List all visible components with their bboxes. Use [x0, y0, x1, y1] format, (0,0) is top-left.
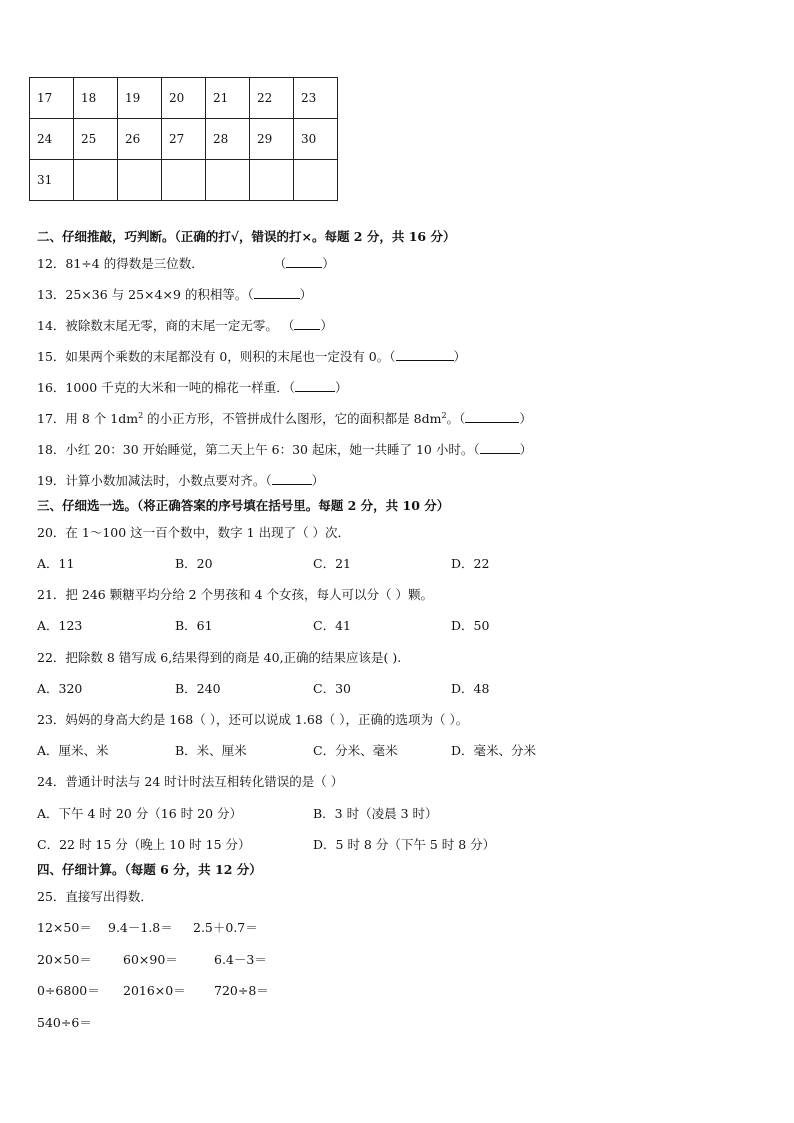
table-cell — [118, 160, 162, 201]
option-d: D．5 时 8 分（下午 5 时 8 分） — [313, 837, 496, 852]
option-d: D．毫米、分米 — [451, 743, 537, 758]
answer-bracket-close: ） — [299, 287, 313, 302]
table-cell — [250, 160, 294, 201]
question-21: 21．把 246 颗糖平均分给 2 个男孩和 4 个女孩，每人可以分（ ）颗。 — [37, 587, 433, 602]
table-cell: 31 — [30, 160, 74, 201]
option-a: A．123 — [37, 618, 83, 633]
answer-blank[interactable] — [465, 411, 519, 423]
option-c: C．21 — [313, 556, 351, 571]
table-row — [30, 119, 338, 160]
question-text: 15．如果两个乘数的末尾都没有 0，则积的末尾也一定没有 0。（ — [37, 349, 396, 364]
question-text: 。（ — [446, 411, 466, 426]
section-heading: 二、仔细推敲，巧判断。（正确的打√，错误的打×。每题 2 分，共 16 分） — [37, 229, 456, 244]
question-20: 20．在 1～100 这一百个数中，数字 1 出现了（ ）次． — [37, 525, 351, 540]
answer-bracket-close: ） — [320, 318, 333, 333]
option-c: C．41 — [313, 618, 351, 633]
calc-item: 540÷6＝ — [37, 1015, 92, 1030]
answer-bracket-close: ） — [519, 442, 533, 457]
option-c: C．30 — [313, 681, 351, 696]
option-b: B．米、厘米 — [175, 743, 247, 758]
question-text: 14．被除数末尾无零，商的末尾一定无零。 （ — [37, 318, 295, 333]
option-b: B．61 — [175, 618, 213, 633]
section-heading: 四、仔细计算。（每题 6 分，共 12 分） — [37, 862, 262, 877]
question-16 — [37, 378, 347, 396]
table-cell: 28 — [206, 119, 250, 160]
calc-item: 9.4－1.8＝ — [108, 920, 173, 935]
table-cell: 22 — [250, 78, 294, 119]
option-b: B．20 — [175, 556, 213, 571]
table-cell — [74, 160, 118, 201]
table-cell: 25 — [74, 119, 118, 160]
option-c: C．分米、毫米 — [313, 743, 398, 758]
question-text: 16．1000 千克的大米和一吨的棉花一样重．（ — [37, 380, 295, 395]
answer-bracket-open: （ — [273, 256, 287, 271]
option-b: B．240 — [175, 681, 221, 696]
question-23: 23．妈妈的身高大约是 168（ ），还可以说成 1.68（ ），正确的选项为（ ）。 — [37, 712, 469, 727]
table-cell: 21 — [206, 78, 250, 119]
answer-bracket-close: ） — [334, 380, 348, 395]
table-cell: 20 — [162, 78, 206, 119]
answer-blank[interactable] — [254, 287, 300, 299]
calc-item: 720÷8＝ — [214, 983, 269, 998]
answer-bracket-close: ） — [519, 411, 532, 426]
calendar-table — [29, 77, 338, 201]
answer-blank[interactable] — [294, 318, 320, 330]
question-text: 13．25×36 与 25×4×9 的积相等。（ — [37, 287, 254, 302]
section-heading: 三、仔细选一选。（将正确答案的序号填在括号里。每题 2 分，共 10 分） — [37, 498, 450, 513]
answer-blank[interactable] — [295, 380, 335, 392]
calc-item: 2016×0＝ — [123, 983, 186, 998]
table-cell: 29 — [250, 119, 294, 160]
answer-blank[interactable] — [286, 256, 322, 268]
superscript: 2 — [138, 410, 144, 420]
option-d: D．48 — [451, 681, 490, 696]
question-text: 17．用 8 个 1dm — [37, 411, 139, 426]
option-b: B．3 时（凌晨 3 时） — [313, 806, 438, 821]
calc-item: 20×50＝ — [37, 952, 92, 967]
option-a: A．厘米、米 — [37, 743, 109, 758]
answer-blank[interactable] — [480, 442, 520, 454]
answer-bracket-close: ） — [453, 349, 467, 364]
calc-item: 12×50＝ — [37, 920, 92, 935]
question-24: 24．普通计时法与 24 时计时法互相转化错误的是（ ） — [37, 774, 344, 789]
table-cell: 17 — [30, 78, 74, 119]
table-row — [30, 78, 338, 119]
calc-item: 6.4－3＝ — [214, 952, 267, 967]
question-14 — [37, 316, 333, 334]
table-cell: 19 — [118, 78, 162, 119]
table-cell: 30 — [294, 119, 338, 160]
option-a: A．320 — [37, 681, 83, 696]
question-text: 12．81÷4 的得数是三位数． — [37, 256, 204, 271]
answer-bracket-close: ） — [311, 473, 325, 488]
table-row — [30, 160, 338, 201]
table-cell — [162, 160, 206, 201]
calc-item: 2.5＋0.7＝ — [193, 920, 258, 935]
question-text: 19．计算小数加减法时，小数点要对齐。（ — [37, 473, 272, 488]
table-cell: 24 — [30, 119, 74, 160]
option-a: A．下午 4 时 20 分（16 时 20 分） — [37, 806, 243, 821]
option-d: D．50 — [451, 618, 490, 633]
question-22: 22．把除数 8 错写成 6,结果得到的商是 40,正确的结果应该是( ). — [37, 650, 402, 665]
table-cell — [294, 160, 338, 201]
table-cell — [206, 160, 250, 201]
answer-bracket-close: ） — [322, 256, 335, 271]
question-19 — [37, 471, 324, 489]
question-text: 18．小红 20：30 开始睡觉，第二天上午 6：30 起床，她一共睡了 10 小时。（ — [37, 442, 480, 457]
answer-blank[interactable] — [272, 473, 312, 485]
question-13 — [37, 285, 312, 303]
table-cell: 26 — [118, 119, 162, 160]
calc-item: 0÷6800＝ — [37, 983, 100, 998]
calc-item: 60×90＝ — [123, 952, 178, 967]
question-25: 25．直接写出得数． — [37, 889, 153, 904]
question-17 — [37, 409, 532, 427]
superscript: 2 — [441, 410, 447, 420]
table-cell: 23 — [294, 78, 338, 119]
question-12 — [37, 254, 335, 272]
option-c: C．22 时 15 分（晚上 10 时 15 分） — [37, 837, 251, 852]
table-cell: 27 — [162, 119, 206, 160]
answer-blank[interactable] — [396, 349, 454, 361]
option-a: A．11 — [37, 556, 75, 571]
question-text: 的小正方形，不管拼成什么图形，它的面积都是 8dm — [143, 411, 442, 426]
question-18 — [37, 440, 532, 458]
question-15 — [37, 347, 466, 365]
table-cell: 18 — [74, 78, 118, 119]
option-d: D．22 — [451, 556, 490, 571]
